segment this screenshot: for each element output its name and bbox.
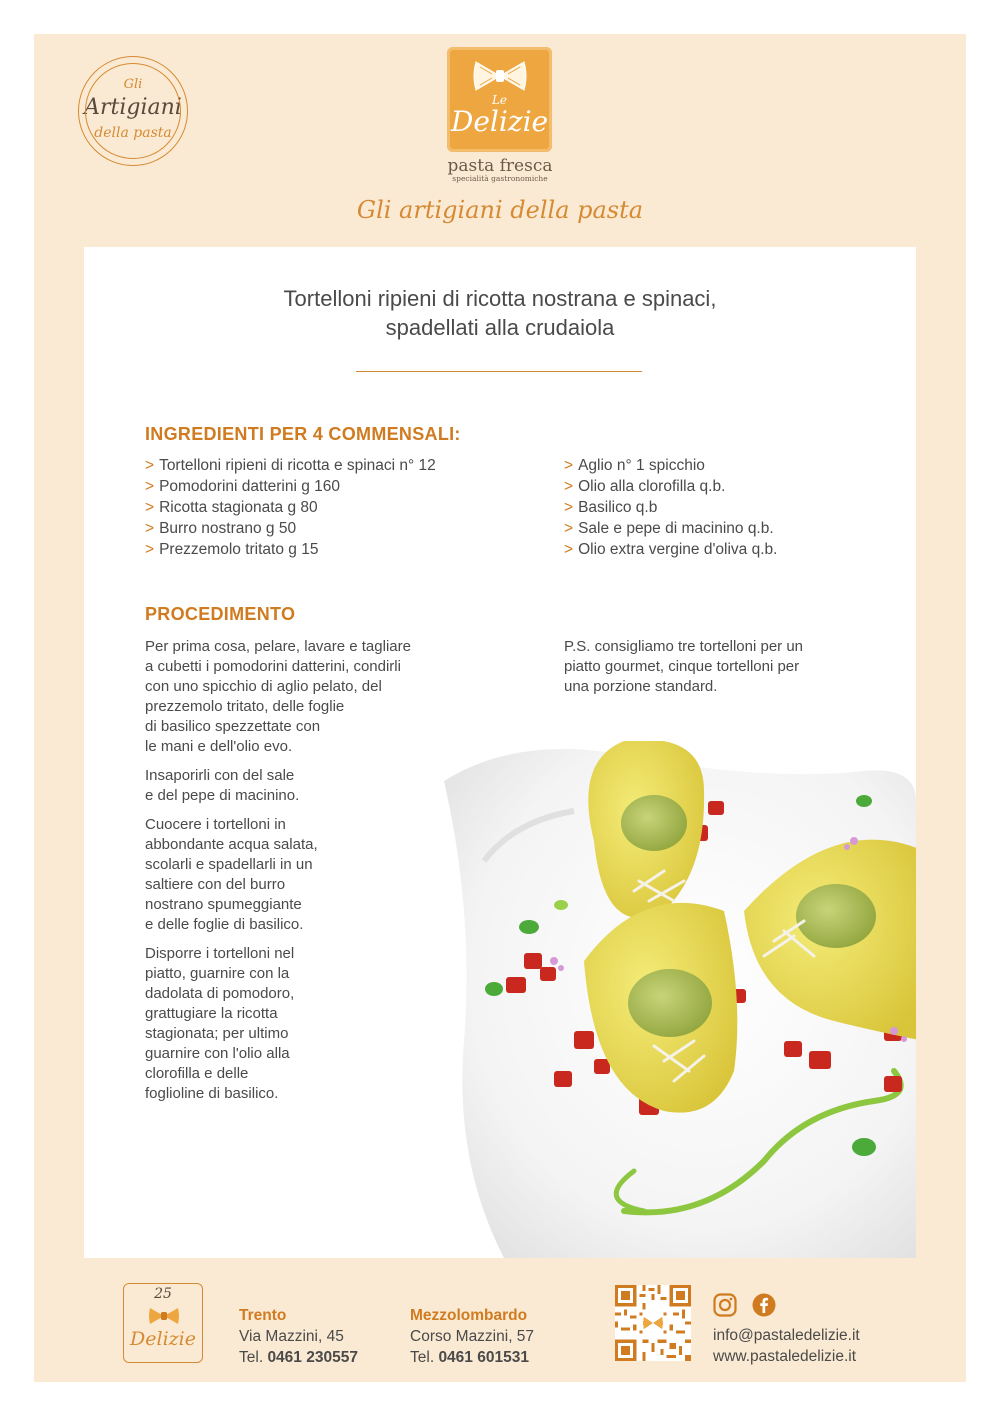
list-item: > Tortelloni ripieni di ricotta e spinaci n° 12: [145, 457, 436, 474]
facebook-icon[interactable]: [752, 1293, 776, 1317]
procedure-text: [145, 637, 411, 1113]
procedure-paragraph-2: Insaporirli con del sale e del pepe di macinino.: [145, 767, 300, 804]
recipe-title-line1: Tortelloni ripieni di ricotta nostrana e spinaci,: [283, 286, 717, 311]
logo-subtitle: pasta fresca: [447, 156, 553, 176]
ps-note: P.S. consigliamo tre tortelloni per un piatto gourmet, cinque tortelloni per una porzione standard.: [564, 638, 804, 695]
bullet-arrow-icon: >: [145, 541, 155, 558]
store-phone: Tel. 0461 601531: [410, 1349, 529, 1366]
artigiani-stamp-logo: [78, 56, 188, 166]
stamp-text-artigiani: Artigiani: [84, 95, 182, 120]
qr-code-icon[interactable]: [615, 1285, 691, 1361]
procedure-paragraph-1: Per prima cosa, pelare, lavare e tagliare a cubetti i pomodorini datterini, condirli con uno spicchio di aglio pelato, del prezzemolo tritato, delle foglie di basilico spezzettate con le mani e dell'olio evo.: [145, 638, 411, 755]
farfalle-bow-icon: [472, 59, 528, 93]
recipe-title: [84, 284, 916, 342]
logo-text-delizie: Delizie: [450, 105, 549, 138]
list-item: > Ricotta stagionata g 80: [145, 499, 318, 516]
footer-logo-name: Delizie: [130, 1328, 196, 1350]
list-item: > Basilico q.b: [564, 499, 658, 516]
list-item: > Olio alla clorofilla q.b.: [564, 478, 726, 495]
ingredients-list-right: [564, 455, 777, 560]
bullet-arrow-icon: >: [145, 520, 155, 537]
store-phone: Tel. 0461 230557: [239, 1349, 358, 1366]
bullet-arrow-icon: >: [564, 457, 574, 474]
bullet-arrow-icon: >: [145, 499, 155, 516]
footer-anniversary-logo: [123, 1283, 203, 1363]
bullet-arrow-icon: >: [564, 478, 574, 495]
list-item: > Olio extra vergine d'oliva q.b.: [564, 541, 778, 558]
list-item: > Pomodorini datterini g 160: [145, 478, 341, 495]
ingredients-heading: INGREDIENTI PER 4 COMMENSALI:: [145, 424, 461, 444]
contact-info: [713, 1325, 860, 1367]
list-item: > Sale e pepe di macinino q.b.: [564, 520, 774, 537]
dish-photo: [444, 741, 916, 1258]
recipe-card: [84, 247, 916, 1258]
store-city: Trento: [239, 1307, 287, 1324]
bullet-arrow-icon: >: [145, 478, 155, 495]
logo-tagline: specialità gastronomiche: [452, 174, 548, 183]
store-trento: [239, 1305, 358, 1368]
list-item: > Prezzemolo tritato g 15: [145, 541, 319, 558]
store-address: Via Mazzini, 45: [239, 1328, 344, 1345]
stamp-text-gli: Gli: [123, 77, 143, 92]
bullet-arrow-icon: >: [564, 541, 574, 558]
le-delizie-logo: [447, 47, 552, 152]
email-link[interactable]: info@pastaledelizie.it: [713, 1327, 860, 1344]
header-tagline: Gli artigiani della pasta: [356, 196, 644, 224]
instagram-icon[interactable]: [713, 1293, 737, 1317]
store-address: Corso Mazzini, 57: [410, 1328, 535, 1345]
recipe-title-line2: spadellati alla crudaiola: [385, 315, 615, 340]
list-item: > Aglio n° 1 spicchio: [564, 457, 705, 474]
bullet-arrow-icon: >: [145, 457, 155, 474]
stamp-text-della-pasta: della pasta: [94, 125, 172, 141]
procedure-heading: PROCEDIMENTO: [145, 604, 296, 624]
title-divider: [356, 371, 642, 372]
website-link[interactable]: www.pastaledelizie.it: [713, 1348, 857, 1365]
store-mezzolombardo: [410, 1305, 534, 1368]
farfalle-bow-icon: [148, 1306, 180, 1326]
procedure-paragraph-4: Disporre i tortelloni nel piatto, guarnire con la dadolata di pomodoro, grattugiare la ricotta stagionata; per ultimo guarnire con l'olio alla clorofilla e delle foglioline di basilico.: [145, 945, 295, 1102]
store-city: Mezzolombardo: [410, 1307, 528, 1324]
list-item: > Burro nostrano g 50: [145, 520, 297, 537]
footer-logo-number: 25: [154, 1286, 172, 1302]
bullet-arrow-icon: >: [564, 499, 574, 516]
procedure-paragraph-3: Cuocere i tortelloni in abbondante acqua salata, scolarli e spadellarli in un saltiere con del burro nostrano spumeggiante e delle foglie di basilico.: [145, 816, 318, 933]
logo-text-le: Le: [491, 93, 508, 107]
bullet-arrow-icon: >: [564, 520, 574, 537]
ingredients-list-left: [145, 455, 436, 560]
